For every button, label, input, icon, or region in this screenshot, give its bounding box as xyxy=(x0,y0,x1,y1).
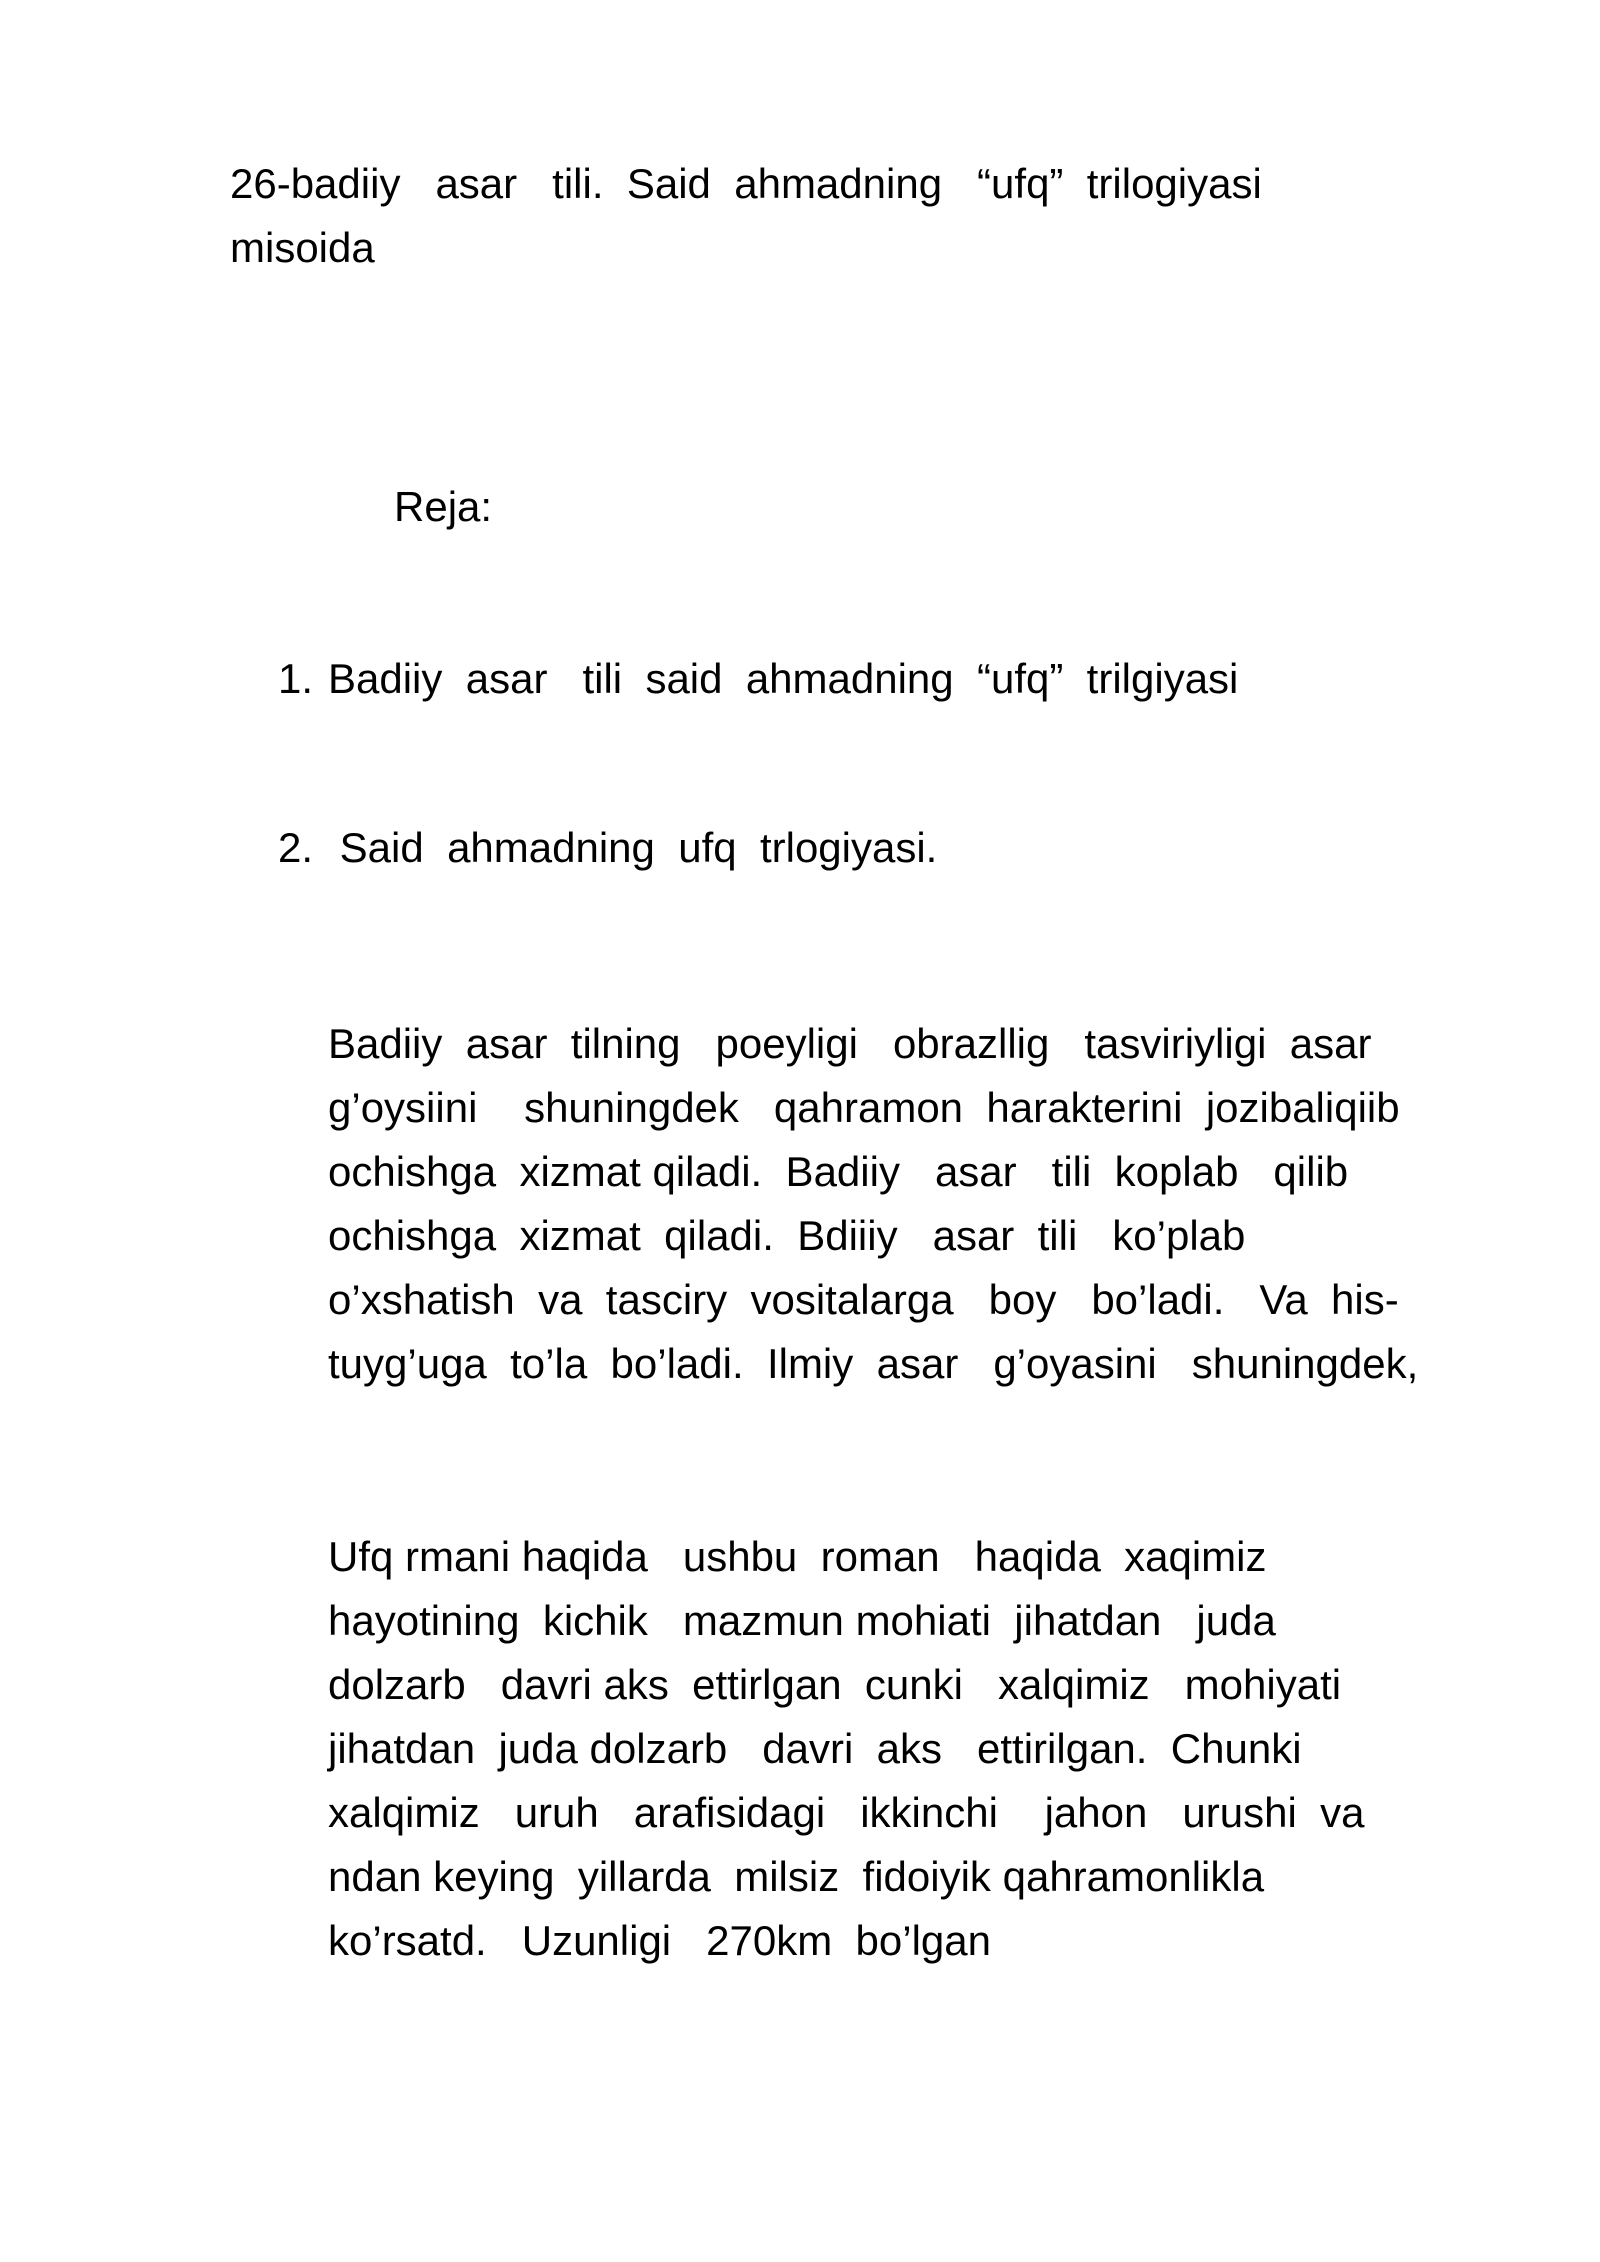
paragraph-line: o’xshatish va tasciry vositalarga boy bo’ladi. Va his- xyxy=(328,1276,1399,1323)
plan-item-number: 1. xyxy=(278,655,314,702)
plan-item-text: Badiiy asar tili said ahmadning “ufq” trilgiyasi xyxy=(328,655,1239,702)
paragraph-line: ndan keying yillarda milsiz fidoiyik qahramonlikla xyxy=(328,1853,1265,1900)
paragraph-line: g’oysiini shuningdek qahramon harakterini jozibaliqiib xyxy=(328,1084,1400,1131)
paragraph-line: ko’rsatd. Uzunligi 270km bo’lgan xyxy=(328,1917,991,1964)
plan-item-number: 2. xyxy=(278,824,314,871)
plan-heading: Reja: xyxy=(394,483,493,530)
plan-item-text: Said ahmadning ufq trlogiyasi. xyxy=(328,824,938,871)
paragraph-line: tuyg’uga to’la bo’ladi. Ilmiy asar g’oyasini shuningdek, xyxy=(328,1340,1419,1387)
paragraph-line: dolzarb davri aks ettirlgan cunki xalqimiz mohiyati xyxy=(328,1661,1342,1708)
paragraph-line: Ufq rmani haqida ushbu roman haqida xaqimiz xyxy=(328,1533,1267,1580)
paragraph-line: ochishga xizmat qiladi. Bdiiiy asar tili ko’plab xyxy=(328,1212,1246,1259)
paragraph-line: Badiiy asar tilning poeyligi obrazllig tasviriyligi asar xyxy=(328,1020,1372,1067)
title-line-1: 26-badiiy asar tili. Said ahmadning “ufq” trilogiyasi xyxy=(230,160,1262,207)
paragraph-line: jihatdan juda dolzarb davri aks ettirilgan. Chunki xyxy=(328,1725,1302,1772)
title-line-2: misoida xyxy=(230,224,375,271)
paragraph-line: xalqimiz uruh arafisidagi ikkinchi jahon urushi va xyxy=(328,1789,1365,1836)
paragraph-line: hayotining kichik mazmun mohiati jihatdan juda xyxy=(328,1597,1276,1644)
paragraph-line: ochishga xizmat qiladi. Badiiy asar tili koplab qilib xyxy=(328,1148,1349,1195)
